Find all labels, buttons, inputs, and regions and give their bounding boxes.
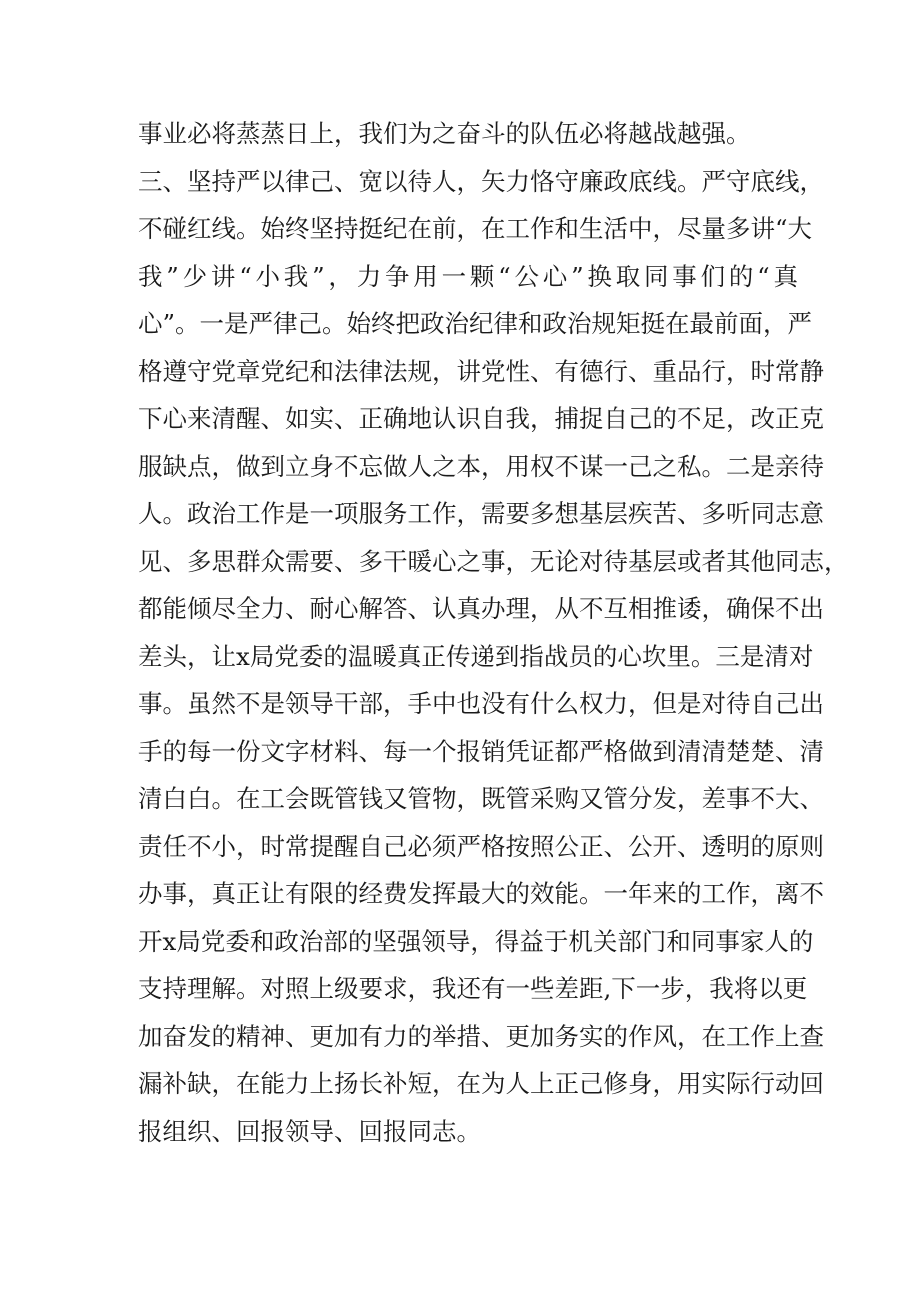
text-line: 见、多思群众需要、多干暖心之事，无论对待基层或者其他同志， <box>138 546 849 576</box>
text-line: 心”。一是严律己。始终把政治纪律和政治规矩挺在最前面，严 <box>138 309 813 338</box>
text-line: 开x局党委和政治部的坚强领导，得益于机关部门和同事家人的 <box>138 926 814 956</box>
text-line: 报组织、回报领导、回报同志。 <box>138 1116 481 1146</box>
text-line: 事。虽然不是领导干部，手中也没有什么权力，但是对待自己出 <box>138 689 824 718</box>
text-line: 责任不小，时常提醒自己必须严格按照公正、公开、透明的原则 <box>138 831 824 861</box>
text-line: 支持理解。对照上级要求，我还有一些差距,下一步，我将以更 <box>138 974 808 1003</box>
body-text <box>138 110 849 1155</box>
text-line: 我”少讲“小我”，力争用一颗“公心”换取同事们的“真 <box>138 261 798 291</box>
text-line: 人。政治工作是一项服务工作，需要多想基层疾苦、多听同志意 <box>138 499 824 528</box>
text-line: 办事，真正让有限的经费发挥最大的效能。一年来的工作，离不 <box>138 879 824 908</box>
text-line: 格遵守党章党纪和法律法规，讲党性、有德行、重品行，时常静 <box>138 356 824 386</box>
text-line: 差头，让x局党委的温暖真正传递到指战员的心坎里。三是清对 <box>138 641 814 671</box>
text-line: 三、坚持严以律己、宽以待人，矢力恪守廉政底线。严守底线， <box>138 166 824 196</box>
text-line: 不碰红线。始终坚持挺纪在前，在工作和生活中，尽量多讲“大 <box>138 214 813 243</box>
text-line: 手的每一份文字材料、每一个报销凭证都严格做到清清楚楚、清 <box>138 736 824 766</box>
text-line: 服缺点，做到立身不忘做人之本，用权不谋一己之私。二是亲待 <box>138 451 824 481</box>
text-line: 事业必将蒸蒸日上，我们为之奋斗的队伍必将越战越强。 <box>138 119 751 148</box>
text-line: 下心来清醒、如实、正确地认识自我，捕捉自己的不足，改正克 <box>138 404 824 433</box>
text-line: 清白白。在工会既管钱又管物，既管采购又管分发，差事不大、 <box>138 784 824 813</box>
text-line: 都能倾尽全力、耐心解答、认真办理，从不互相推诿，确保不出 <box>138 594 824 623</box>
text-line: 加奋发的精神、更加有力的举措、更加务实的作风，在工作上查 <box>138 1021 824 1051</box>
text-line: 漏补缺，在能力上扬长补短，在为人上正己修身，用实际行动回 <box>138 1069 824 1098</box>
